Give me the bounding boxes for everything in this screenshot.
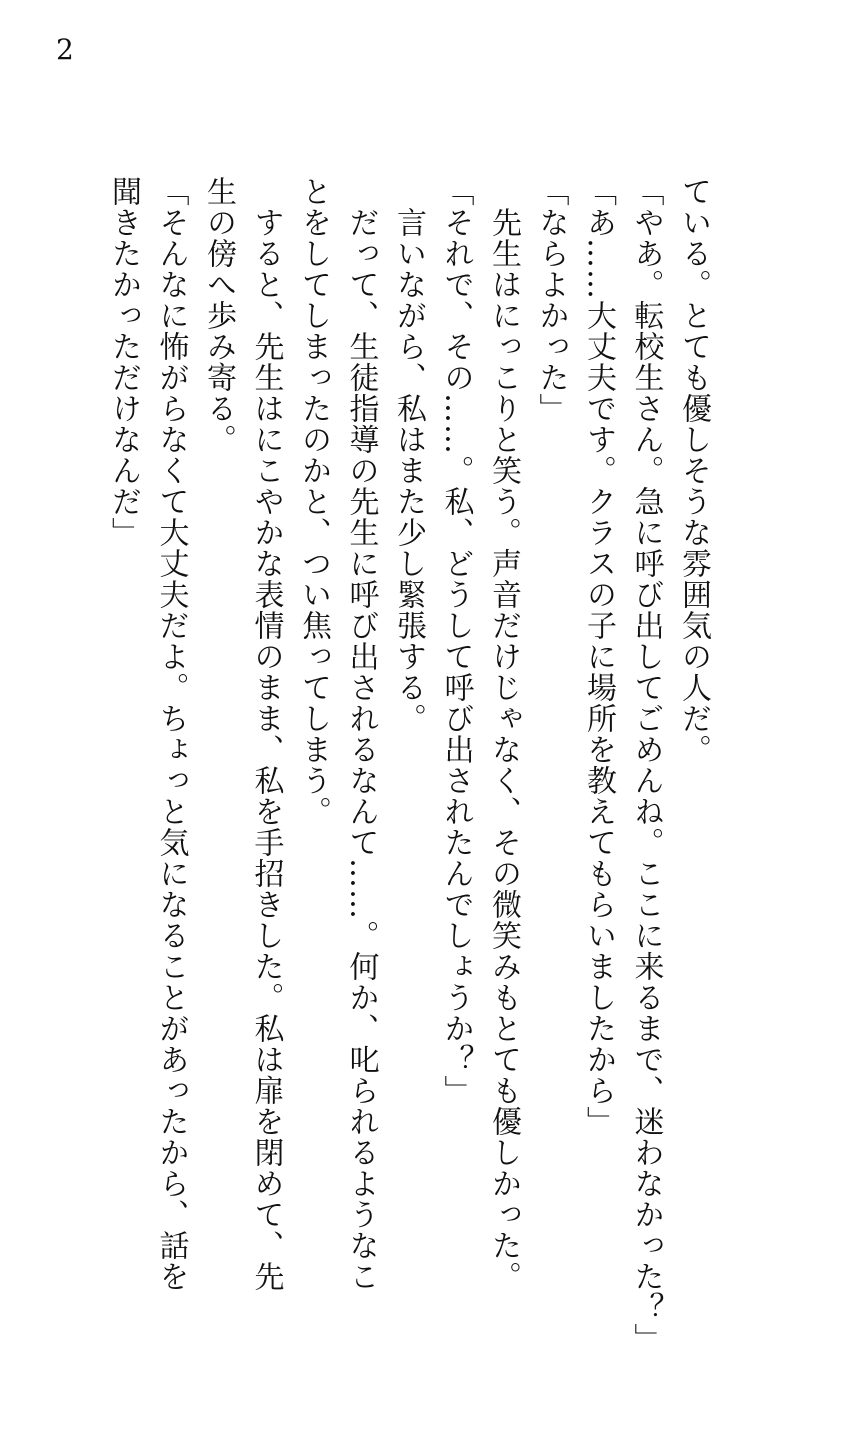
text-line: 言いながら、私はまた少し緊張する。 <box>391 176 426 734</box>
text-line: 「それで、その……。私、どうして呼び出されたんでしょうか？」 <box>438 176 474 1106</box>
text-line: 「あ……大丈夫です。クラスの子に場所を教えてもらいましたから」 <box>581 176 616 1137</box>
text-line: 「そんなに怖がらなくて大丈夫だよ。ちょっと気になることがあったから、話を <box>153 176 189 1292</box>
text-line: ている。とても優しそうな雰囲気の人だ。 <box>676 176 711 765</box>
text-line: 先生はにっこりと笑う。声音だけじゃなく、その微笑みもとても優しかった。 <box>486 176 521 1292</box>
text-line: だって、生徒指導の先生に呼び出されるなんて……。何か、叱られるようなこ <box>343 176 379 1292</box>
text-line: すると、先生はにこやかな表情のまま、私を手招きした。私は扉を閉めて、先 <box>248 176 284 1292</box>
text-line: 「やあ。転校生さん。急に呼び出してごめんね。ここに来るまで、迷わなかった？」 <box>628 176 664 1354</box>
novel-text-body <box>100 176 718 1354</box>
text-line: 「ならよかった」 <box>533 176 569 424</box>
text-line: 聞きたかっただけなんだ」 <box>106 176 141 548</box>
text-line: とをしてしまったのかと、つい焦ってしまう。 <box>296 176 331 827</box>
text-line: 生の傍へ歩み寄る。 <box>201 176 236 455</box>
page-number: 2 <box>56 33 74 66</box>
